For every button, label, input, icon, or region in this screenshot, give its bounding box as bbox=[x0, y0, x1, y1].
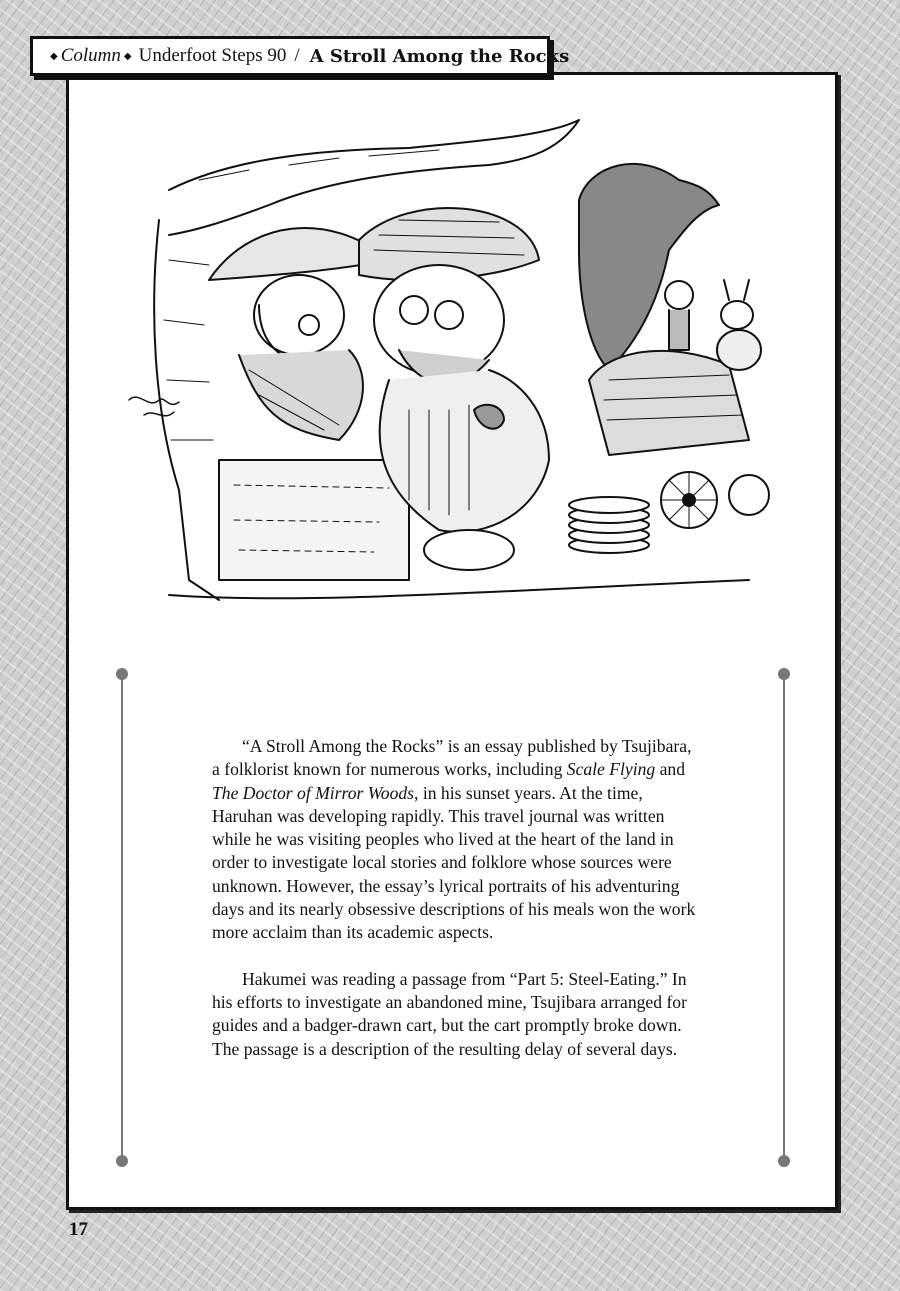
column-title: A Stroll Among the Rocks bbox=[309, 45, 570, 67]
bear-silhouette bbox=[579, 164, 719, 370]
rock-ceiling bbox=[169, 120, 579, 235]
ground bbox=[169, 580, 749, 598]
paragraph-1: “A Stroll Among the Rocks” is an essay published by Tsujibara, a folklorist known for numerous works, including Scale Flying and The Doctor of Mirror Woods, in his sunset years. At the time, Haruhan was developing rapidly. This travel journal was written while he was visiting peoples who lived at the heart of the land in order to investigate local stories and folklore whose sources were unknown. However, the essay’s lyrical portraits of his adventuring days and its nearly obsessive descriptions of his meals won the work more acclaim than its academic aspects. bbox=[212, 736, 696, 943]
book-title-mirror-woods: The Doctor of Mirror Woods bbox=[212, 782, 415, 803]
frame-knob-icon bbox=[116, 668, 128, 680]
rock-pillar bbox=[154, 220, 219, 600]
column-label: Column bbox=[60, 45, 121, 66]
essay-text bbox=[212, 735, 702, 1061]
frame-bar-right bbox=[783, 670, 785, 1165]
diamond-ornament-icon: ◆ bbox=[50, 50, 58, 62]
frame-knob-icon bbox=[116, 1155, 128, 1167]
paragraph-2: Hakumei was reading a passage from “Part 5: Steel-Eating.” In his efforts to investigate an abandoned mine, Tsujibara arranged for guides and a badger-drawn cart, but the cart promptly broke down. The passage is a description of the resulting delay of several days. bbox=[212, 968, 687, 1059]
frame-knob-icon bbox=[778, 668, 790, 680]
column-header bbox=[30, 36, 570, 76]
frame-knob-icon bbox=[778, 1155, 790, 1167]
book-title-scale-flying: Scale Flying bbox=[566, 759, 656, 780]
stack-of-plates bbox=[569, 497, 649, 553]
page-number: 17 bbox=[69, 1219, 88, 1240]
diamond-ornament-icon: ◆ bbox=[123, 50, 132, 62]
ink-illustration bbox=[109, 110, 799, 615]
header-separator: / bbox=[294, 45, 300, 66]
content-panel bbox=[66, 72, 838, 1210]
column-series: Underfoot Steps 90 bbox=[138, 45, 287, 66]
frame-bar-left bbox=[121, 670, 123, 1165]
